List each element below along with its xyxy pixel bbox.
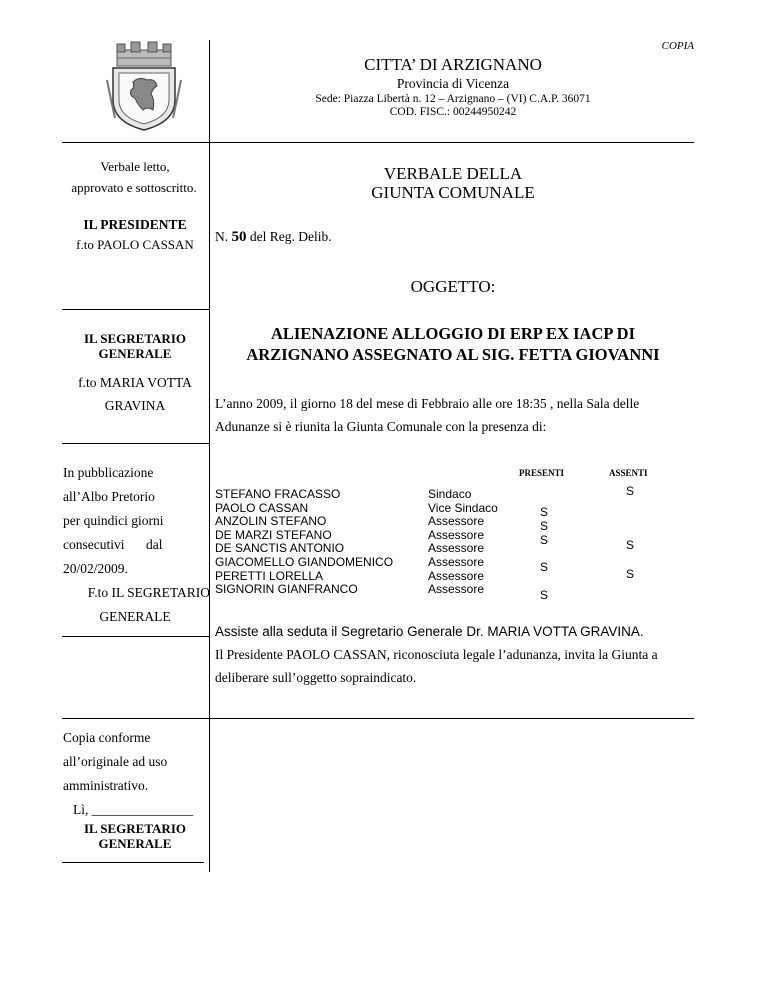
sidebar-divider-3 <box>62 636 210 637</box>
registry-prefix: N. <box>215 229 229 244</box>
secretary-title-2: GENERALE <box>98 346 172 361</box>
member-role: Vice Sindaco <box>428 500 498 515</box>
registry-suffix: del Reg. Delib. <box>249 229 332 244</box>
sidebar-divider-2 <box>62 443 210 444</box>
intro-line-1: L’anno 2009, il giorno 18 del mese di Febbraio alle ore 18:35 , nella Sala delle <box>215 396 640 411</box>
member-names <box>215 488 393 597</box>
copy-line-2: all’originale ad uso <box>63 754 168 769</box>
present-mark: S <box>540 504 549 519</box>
copy-secretary-1: IL SEGRETARIO <box>84 821 186 836</box>
member-role: Assessore <box>428 514 485 529</box>
address: Sede: Piazza Libertà n. 12 – Arzignano – (VI) C.A.P. 36071 <box>315 93 591 105</box>
province: Provincia di Vicenza <box>396 76 510 91</box>
publication-signature: F.to IL SEGRETARIO <box>87 585 210 600</box>
present-mark <box>540 548 548 562</box>
sidebar-verbale-2: approvato e sottoscritto. <box>71 180 197 195</box>
oggetto-label: OGGETTO: <box>410 277 496 296</box>
absent-mark <box>626 584 634 598</box>
present-mark: S <box>540 532 549 547</box>
secretary-name-2: GRAVINA <box>104 398 166 413</box>
absent-mark <box>626 499 634 513</box>
member-role: Assessore <box>428 541 485 556</box>
sidebar-divider-1 <box>62 309 210 310</box>
publication-date: 20/02/2009. <box>63 561 128 576</box>
member-role: Assessore <box>428 568 485 583</box>
publication-line-1: In pubblicazione <box>63 465 154 480</box>
sidebar-verbale-1: Verbale letto, <box>100 159 170 174</box>
member-name: PERETTI LORELLA <box>215 568 324 583</box>
absent-mark: S <box>626 538 635 553</box>
secretary-name-1: f.to MARIA VOTTA <box>78 375 192 390</box>
member-name: SIGNORIN GIANFRANCO <box>215 582 358 597</box>
publication-line-4b: dal <box>146 537 163 552</box>
absent-mark <box>626 512 634 526</box>
intro-line-2: Adunanze si è riunita la Giunta Comunale con la presenza di: <box>215 419 547 434</box>
column-header-absent: ASSENTI <box>609 468 648 478</box>
president-name: f.to PAOLO CASSAN <box>76 237 194 252</box>
member-name: DE SANCTIS ANTONIO <box>215 541 345 556</box>
member-name: DE MARZI STEFANO <box>215 527 332 542</box>
president-title: IL PRESIDENTE <box>83 217 187 232</box>
member-present-marks <box>540 492 548 603</box>
copy-line-1: Copia conforme <box>63 730 151 745</box>
closing-line-1: Il Presidente PAOLO CASSAN, riconosciuta legale l’adunanza, invita la Giunta a <box>215 647 658 662</box>
city-name: CITTA’ DI ARZIGNANO <box>364 55 542 74</box>
present-mark <box>540 575 548 589</box>
assist-line: Assiste alla seduta il Segretario Generale Dr. MARIA VOTTA GRAVINA. <box>215 624 644 639</box>
absent-mark <box>626 526 634 540</box>
absent-mark: S <box>626 484 635 498</box>
body-divider <box>62 718 694 719</box>
registry-value: 50 <box>231 229 247 245</box>
member-name: GIACOMELLO GIANDOMENICO <box>215 554 394 569</box>
publication-signature-2: GENERALE <box>99 609 171 624</box>
member-name: PAOLO CASSAN <box>215 500 309 515</box>
copy-label: COPIA <box>661 40 694 52</box>
subject-line-1: ALIENAZIONE ALLOGGIO DI ERP EX IACP DI <box>271 324 635 343</box>
header-divider <box>62 142 694 143</box>
absent-mark <box>626 555 634 569</box>
present-mark: S <box>540 518 549 533</box>
publication-line-3: per quindici giorni <box>63 513 164 528</box>
copy-secretary-2: GENERALE <box>98 836 172 851</box>
member-role: Assessore <box>428 527 485 542</box>
copy-line-3: amministrativo. <box>63 778 149 793</box>
member-role: Assessore <box>428 582 485 597</box>
publication-line-2: all’Albo Pretorio <box>63 489 155 504</box>
secretary-title-1: IL SEGRETARIO <box>84 331 186 346</box>
tax-code: COD. FISC.: 00244950242 <box>389 106 517 118</box>
verbale-title-2: GIUNTA COMUNALE <box>371 183 535 202</box>
coat-of-arms-icon <box>103 40 185 132</box>
present-mark: S <box>540 560 549 575</box>
registry-number <box>215 229 332 246</box>
copy-date-line: Lì, _______________ <box>73 802 193 817</box>
present-mark: S <box>540 588 549 603</box>
absent-mark: S <box>626 567 635 582</box>
member-roles <box>428 488 498 597</box>
sidebar-divider-4 <box>62 862 204 863</box>
closing-line-2: deliberare sull’oggetto sopraindicato. <box>215 670 417 685</box>
present-mark <box>540 492 548 506</box>
verbale-title-1: VERBALE DELLA <box>383 164 523 183</box>
member-absent-marks <box>626 485 634 598</box>
member-name: STEFANO FRACASSO <box>215 487 341 501</box>
column-header-present: PRESENTI <box>519 468 565 478</box>
member-role: Assessore <box>428 554 485 569</box>
publication-line-4a: consecutivi <box>63 537 125 552</box>
member-name: ANZOLIN STEFANO <box>215 514 327 529</box>
subject-line-2: ARZIGNANO ASSEGNATO AL SIG. FETTA GIOVANNI <box>246 345 660 364</box>
member-role: Sindaco <box>428 487 472 501</box>
